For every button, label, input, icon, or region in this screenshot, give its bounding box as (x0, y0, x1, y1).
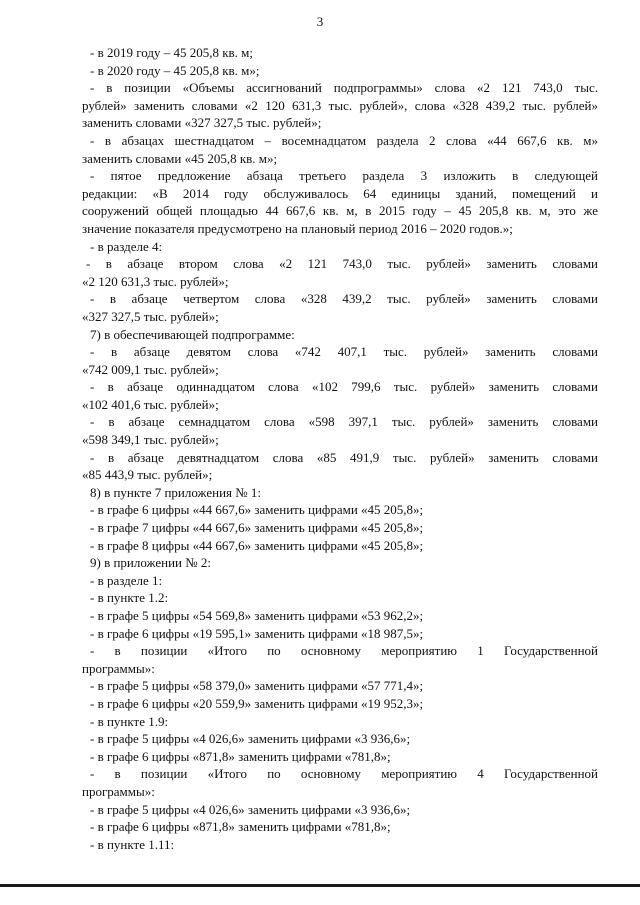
document-line: - в позиции «Итого по основному мероприятию 4 Государственной (90, 766, 598, 782)
document-line: - в абзаце девятнадцатом слова «85 491,9 тыс. рублей» заменить словами (90, 449, 598, 465)
document-line: «327 327,5 тыс. рублей»; (82, 308, 219, 324)
document-line: значение показателя предусмотрено на плановый период 2016 – 2020 годов.»; (82, 220, 513, 236)
document-line: - в графе 6 цифры «19 595,1» заменить цифрами «18 987,5»; (90, 625, 424, 641)
document-line: - в графе 6 цифры «44 667,6» заменить цифрами «45 205,8»; (90, 502, 424, 518)
document-line: заменить словами «45 205,8 кв. м»; (82, 150, 278, 166)
document-line: - в абзаце четвертом слова «328 439,2 тыс. рублей» заменить словами (90, 291, 598, 307)
document-line: - в графе 7 цифры «44 667,6» заменить цифрами «45 205,8»; (90, 520, 424, 536)
document-line: программы»: (82, 660, 155, 676)
document-body (82, 44, 598, 853)
document-line: - в графе 5 цифры «54 569,8» заменить цифрами «53 962,2»; (90, 608, 424, 623)
document-line: - в абзаце девятом слова «742 407,1 тыс. рублей» заменить словами (90, 344, 598, 360)
document-line: - в пункте 1.2: (90, 590, 169, 606)
document-line: - в графе 5 цифры «4 026,6» заменить цифрами «3 936,6»; (90, 731, 411, 747)
document-line: «102 401,6 тыс. рублей»; (82, 396, 219, 412)
document-line: рублей» заменить словами «2 120 631,3 тыс. рублей», слова «328 439,2 тыс. рублей» (82, 97, 598, 113)
document-line: - в графе 5 цифры «58 379,0» заменить цифрами «57 771,4»; (90, 678, 424, 694)
document-line: - в 2019 году – 45 205,8 кв. м; (90, 45, 254, 60)
document-line: «2 120 631,3 тыс. рублей»; (82, 273, 229, 289)
document-line: - в графе 6 цифры «871,8» заменить цифрами «781,8»; (90, 748, 391, 764)
document-line: - в графе 6 цифры «871,8» заменить цифрами «781,8»; (90, 819, 391, 835)
document-line: - в графе 6 цифры «20 559,9» заменить цифрами «19 952,3»; (90, 695, 424, 711)
document-line: заменить словами «327 327,5 тыс. рублей»; (82, 115, 322, 131)
document-line: - в пункте 1.11: (90, 836, 175, 852)
document-line: «742 009,1 тыс. рублей»; (82, 361, 219, 377)
document-line: 8) в пункте 7 приложения № 1: (90, 484, 262, 500)
document-line: - в абзаце семнадцатом слова «598 397,1 тыс. рублей» заменить словами (90, 414, 598, 430)
document-line: 7) в обеспечивающей подпрограмме: (90, 326, 295, 342)
document-line: - в позиции «Итого по основному мероприятию 1 Государственной (90, 643, 598, 659)
document-line: - в позиции «Объемы ассигнований подпрограммы» слова «2 121 743,0 тыс. (90, 80, 598, 96)
scan-edge-divider (0, 884, 640, 887)
document-line: «598 349,1 тыс. рублей»; (82, 432, 219, 448)
document-line: сооружений общей площадью 44 667,6 кв. м, в 2015 году – 45 205,8 кв. м, это же (82, 203, 598, 219)
document-line: - в абзацах шестнадцатом – восемнадцатом раздела 2 слова «44 667,6 кв. м» (90, 132, 598, 148)
document-line: - пятое предложение абзаца третьего раздела 3 изложить в следующей (90, 168, 598, 184)
document-line: - в пункте 1.9: (90, 713, 169, 729)
document-line: «85 443,9 тыс. рублей»; (82, 467, 213, 483)
document-line: - в абзаце одиннадцатом слова «102 799,6 тыс. рублей» заменить словами (90, 379, 598, 395)
document-line: - в 2020 году – 45 205,8 кв. м»; (90, 62, 260, 78)
page-number: 3 (316, 14, 324, 29)
document-line: программы»: (82, 783, 155, 799)
document-line: редакции: «В 2014 году обслуживалось 64 единицы зданий, помещений и (82, 185, 598, 201)
document-line: - в графе 5 цифры «4 026,6» заменить цифрами «3 936,6»; (90, 801, 411, 817)
document-line: - в графе 8 цифры «44 667,6» заменить цифрами «45 205,8»; (90, 537, 424, 553)
document-line: - в абзаце втором слова «2 121 743,0 тыс. рублей» заменить словами (86, 256, 598, 272)
document-line: - в разделе 4: (90, 238, 163, 254)
document-line: - в разделе 1: (90, 572, 163, 588)
document-line: 9) в приложении № 2: (90, 555, 212, 571)
